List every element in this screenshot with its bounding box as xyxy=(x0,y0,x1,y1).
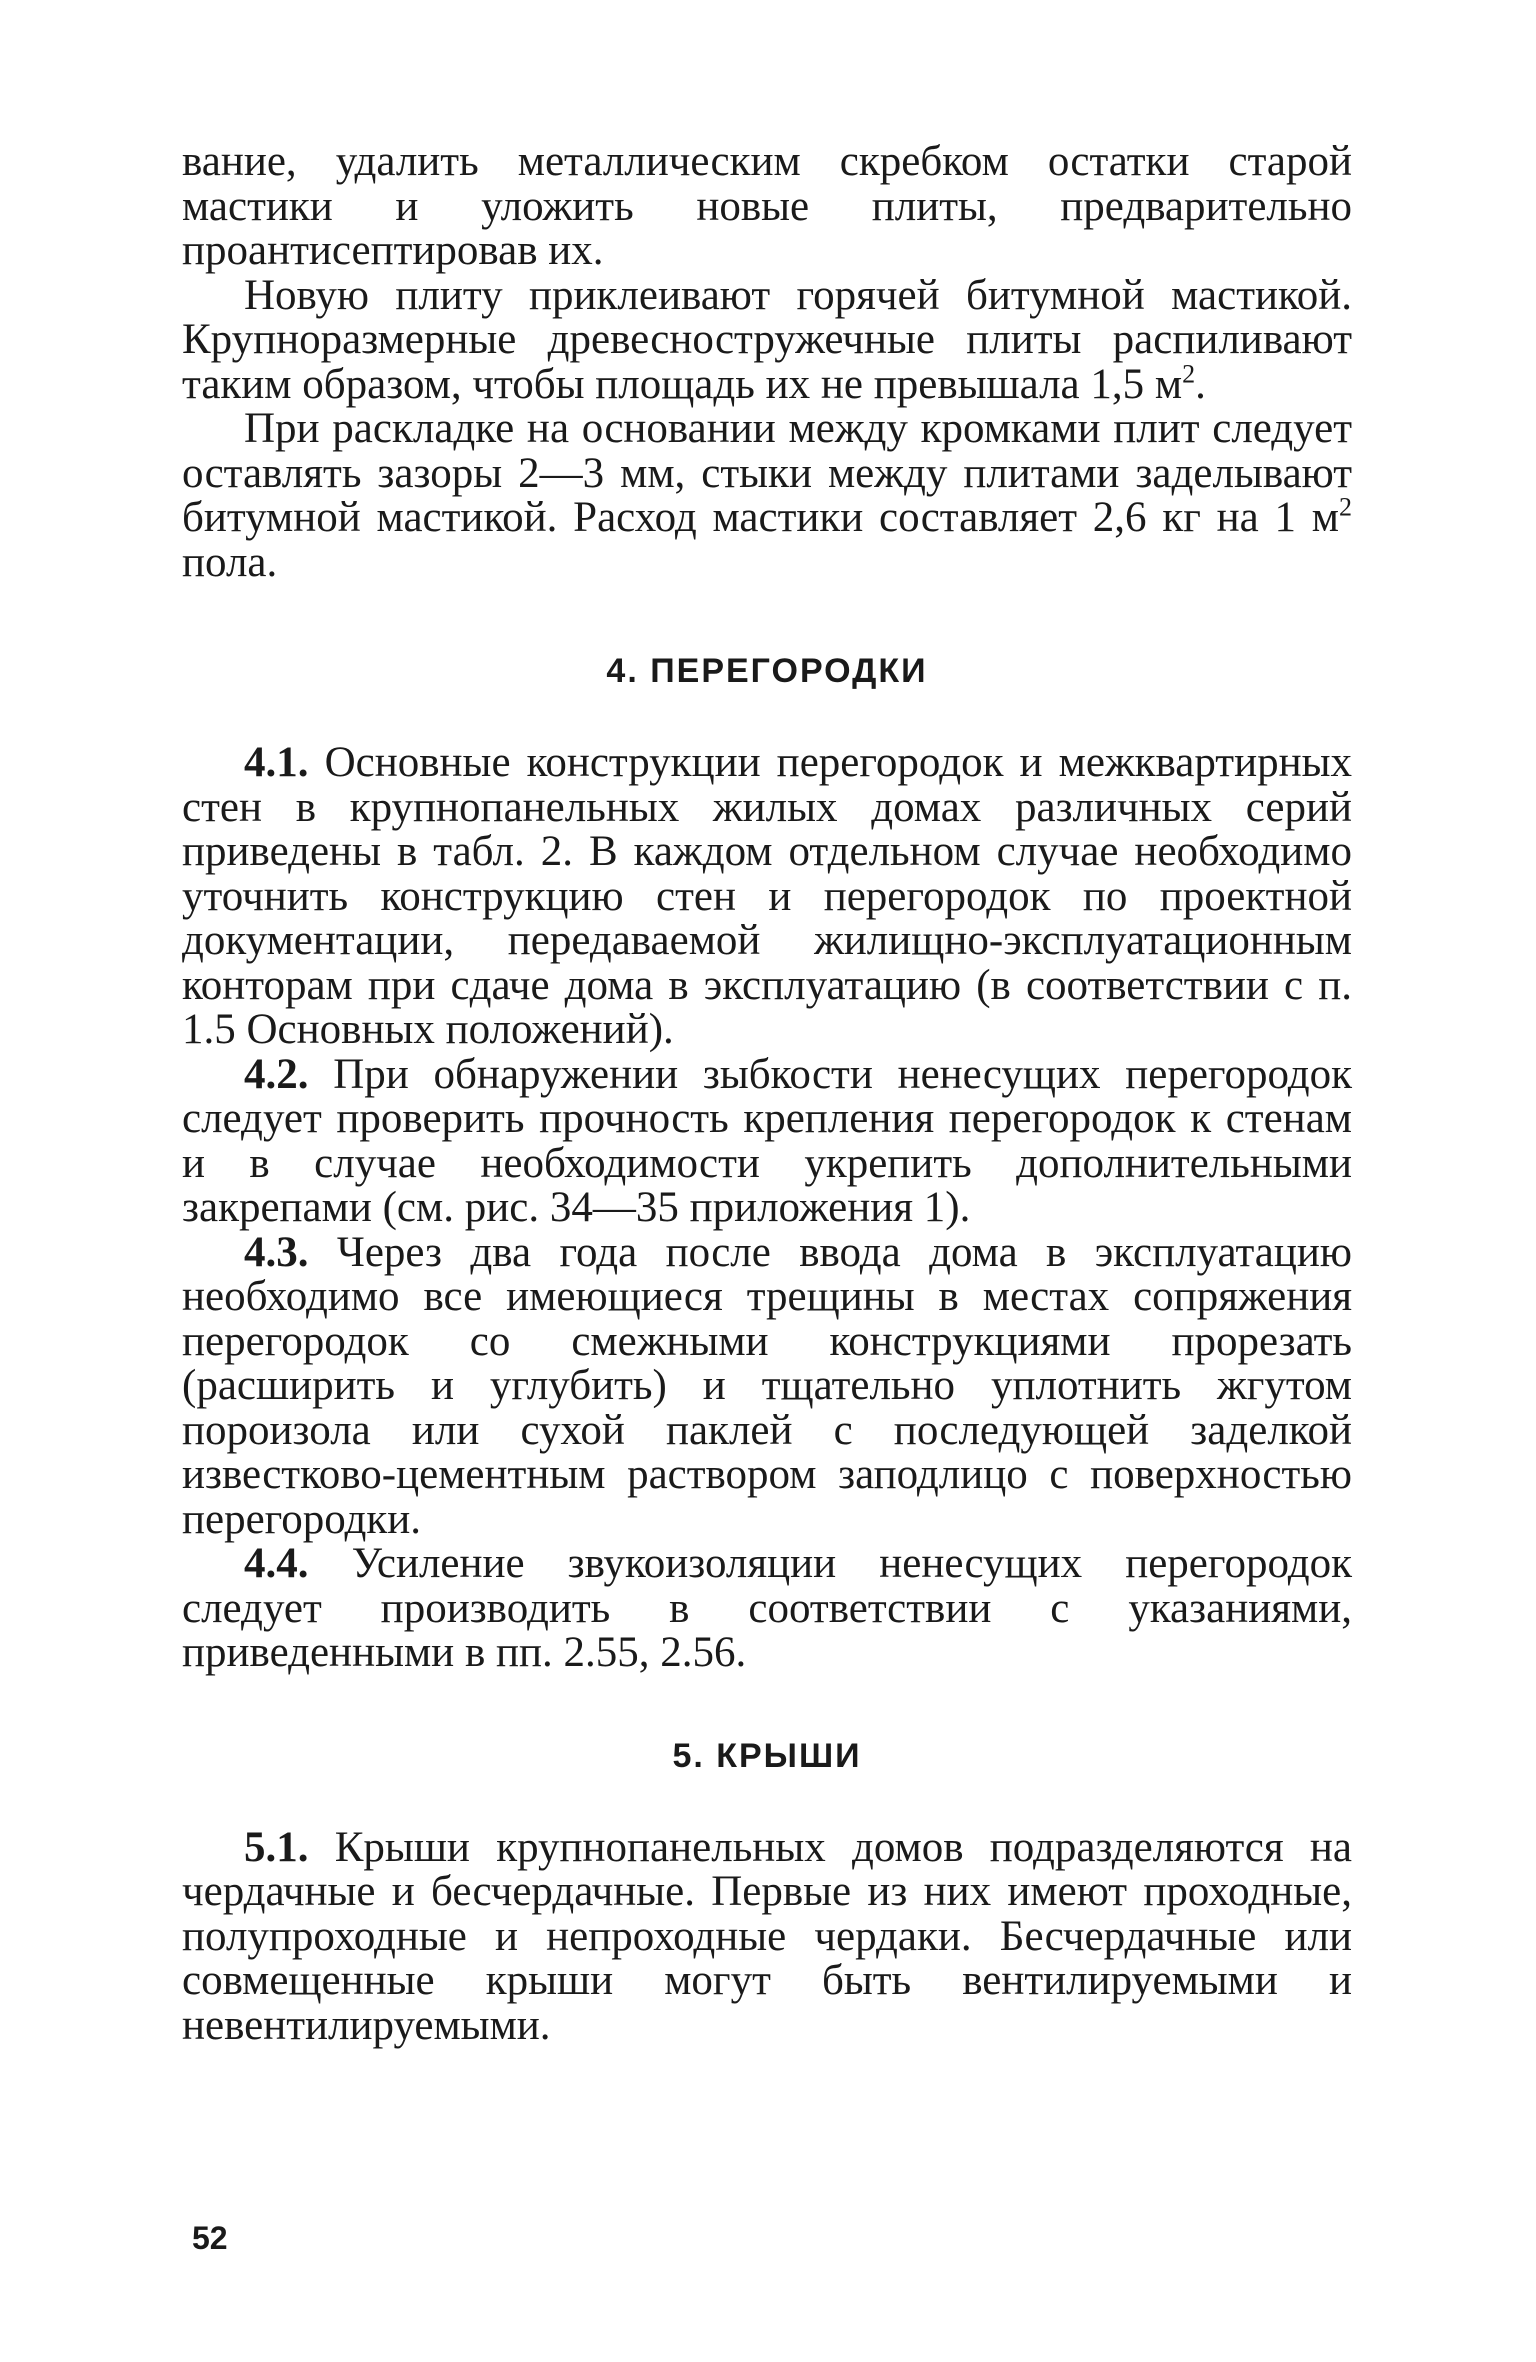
clause-number: 5.1. xyxy=(244,1823,309,1871)
clause-number: 4.2. xyxy=(244,1050,309,1098)
clause-text: Крыши крупнопанельных домов подразделяются на чердачные и бесчердачные. Первые из них имеют проходные, полупроходные и непроходные чердаки. Бесчердачные или совмещенные крыши могут быть вентилируемыми и невентилируемыми. xyxy=(182,1823,1352,2049)
clause-text: Усиление звукоизоляции ненесущих перегородок следует производить в соответствии с указаниями, приведенными в пп. 2.55, 2.56. xyxy=(182,1540,1352,1676)
clause-4-4 xyxy=(182,1542,1352,1676)
clause-number: 4.3. xyxy=(244,1228,309,1276)
section-heading-roofs: 5. КРЫШИ xyxy=(672,1736,862,1775)
section-heading-partitions: 4. ПЕРЕГОРОДКИ xyxy=(606,652,928,690)
paragraph-intro-3 xyxy=(182,407,1352,585)
paragraph-text-end: . xyxy=(1195,360,1206,408)
paragraph-text: При раскладке на основании между кромками плит следует оставлять зазоры 2—3 мм, стыки между плитами заделывают битумной мастикой. Расход мастики составляет 2,6 кг на 1 м xyxy=(182,405,1352,541)
paragraph-intro-2 xyxy=(182,271,1352,408)
clause-text: Через два года после ввода дома в эксплуатацию необходимо все имеющиеся трещины в местах сопряжения перегородок со смежными конструкциями прорезать (расширить и углубить) и тщательно уплотнить жгутом пороизола или сухой паклей с последующей заделкой известково-цементным раствором заподлицо с поверхностью перегородки. xyxy=(182,1228,1352,1543)
paragraph-intro-1 xyxy=(182,140,1352,274)
paragraph-text: вание, удалить металлическим скребком остатки старой мастики и уложить новые плиты, предварительно проантисептировав их. xyxy=(182,138,1352,274)
clause-text: Основные конструкции перегородок и межквартирных стен в крупнопанельных жилых домах различных серий приведены в табл. 2. В каждом отдельном случае необходимо уточнить конструкцию стен и перегородок по проектной документации, передаваемой жилищно-эксплуатационным конторам при сдаче дома в эксплуатацию (в соответствии с п. 1.5 Основных положений). xyxy=(182,739,1353,1053)
clause-4-2 xyxy=(182,1050,1353,1231)
page-content xyxy=(182,140,1352,2048)
paragraph-text-end: пола. xyxy=(182,538,278,586)
page-number: 52 xyxy=(192,2220,228,2256)
clause-5-1 xyxy=(182,1823,1352,2049)
clause-number: 4.1. xyxy=(244,739,309,786)
clause-4-1 xyxy=(182,741,1352,1053)
clause-text: При обнаружении зыбкости ненесущих перегородок следует проверить прочность крепления перегородок к стенам и в случае необходимости укрепить дополнительными закрепами (см. рис. 34—35 приложения 1). xyxy=(182,1050,1353,1231)
superscript: 2 xyxy=(1182,359,1196,389)
clause-4-3 xyxy=(182,1228,1352,1543)
superscript: 2 xyxy=(1339,492,1352,522)
clause-number: 4.4. xyxy=(244,1540,309,1587)
paragraph-text: Новую плиту приклеивают горячей битумной мастикой. Крупноразмерные древесностружечные плиты распиливают таким образом, чтобы площадь их не превышала 1,5 м xyxy=(182,271,1352,408)
